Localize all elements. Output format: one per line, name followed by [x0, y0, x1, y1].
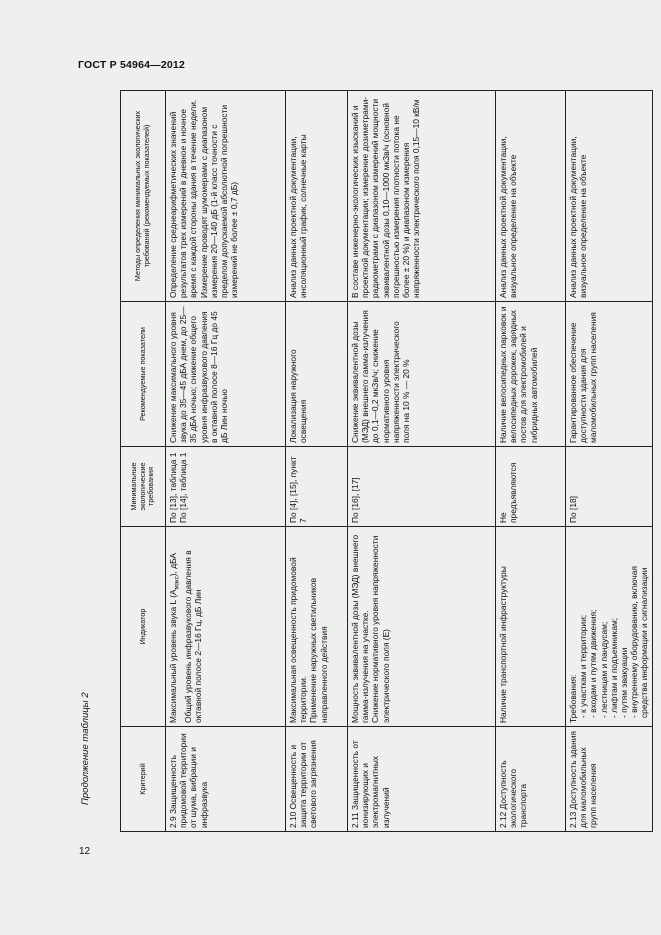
min-requirements-cell: Не предъявляются [496, 447, 566, 527]
min-requirements-cell: По [18] [566, 447, 653, 527]
indicator-title: Требования: [568, 674, 578, 723]
min-line: По [13], таблица 1 [168, 452, 178, 523]
recommended-cell: Снижение эквивалентной дозы (МЭД) внешнего гамма-излучения до 0,1—0,2 мкЗв/ч; снижение нормативного уровня напряженности электрического поля на 10 % — 20 % [348, 302, 496, 447]
list-item: - лифтам и подъемникам; [608, 617, 619, 718]
recommended-cell: Гарантированное обеспечение доступности здания для маломобильных групп населения [566, 302, 653, 447]
recommended-cell: Снижение максимального уровня звука до 35—45 дБА днем, до 25—35 дБА ночью; снижение общего уровня инфразвукового давления в октавной полосе 8—16 Гц до 45 дБ Лин ночью [166, 302, 286, 447]
table-row [286, 91, 348, 832]
min-requirements-cell: По [16], [17] [348, 447, 496, 527]
methods-cell: Определение среднеарифметических значений результатов трех измерений в дневное и ночное время с каждой стороны здания в течение недели. Измерение проводят шумомерами с диапазоном измерения 20—140 дБ (1-й класс точности с пределом допускаемой абсолютной погрешности измерений не более ± 0,7 дБ) [166, 91, 286, 302]
table-row [566, 91, 653, 832]
recommended-cell: Наличие велосипедных парковок и велосипедных дорожек, зарядных постов для электромобилей и гибридных автомобилей [496, 302, 566, 447]
requirements-list [578, 530, 649, 723]
methods-cell: В составе инженерно-экологических изысканий и проектной документации; измерение дозиметрами-радиометрами с диапазоном измерений мощности эквивалентной дозы 0,10—1000 мкЗв/ч (основной погрешностью измерения плотности потока не более ± 20 %) и диапазоном измерения напряженности электрического поля 0,15—10 кВ/м [348, 91, 496, 302]
indicator-line: Общий уровень инфразвукового давления в октавной полосе 2—16 Гц, дБ Лин [182, 550, 204, 723]
header-methods: Методы определения минимальных экологических требований (рекомендуемых показателей) [121, 91, 166, 302]
indicator-line: Применение наружных светильников направленного действия [308, 577, 329, 723]
requirements-table [120, 90, 653, 832]
indicator-line: Снижение нормативного уровня напряженности электрического поля (Е) [370, 535, 391, 723]
criterion-cell: 2.11 Защищенность от ионизирующих и электромагнитных излучений [348, 727, 496, 832]
subscript: макс [174, 576, 181, 590]
page-number: 12 [79, 846, 91, 857]
table-header-row [121, 91, 166, 832]
table-row [348, 91, 496, 832]
methods-cell: Анализ данных проектной документации, визуальное определение на объекте [496, 91, 566, 302]
recommended-cell: Локализация наружного освещения [286, 302, 348, 447]
indicator-cell [286, 527, 348, 727]
list-item: - входам и путям движения; [588, 609, 599, 718]
header-indicator: Индикатор [121, 527, 166, 727]
indicator-line: Максимальная освещенность придомовой территории. [288, 557, 309, 723]
indicator-line: Мощность эквивалентной дозы (МЭД) внешнего гамма-излучения на участке. [350, 534, 371, 723]
header-criterion: Критерий [121, 727, 166, 832]
table-continuation-label: Продолжение таблицы 2 [80, 692, 91, 805]
methods-cell: Анализ данных проектной документации, визуальное определение на объекте [566, 91, 653, 302]
criterion-cell: 2.13 Доступность здания для маломобильных групп населения [566, 727, 653, 832]
min-line: По [14], таблица 1 [178, 452, 189, 523]
indicator-cell [348, 527, 496, 727]
min-requirements-cell [166, 447, 286, 527]
rotated-table-container [120, 91, 650, 832]
standard-header: ГОСТ Р 54964—2012 [78, 59, 186, 71]
list-item: - к участкам и территории; [578, 614, 589, 718]
header-min-requirements: Минимальные экологические требования [121, 447, 166, 527]
indicator-cell: Наличие транспортной инфраструктуры [496, 527, 566, 727]
criterion-cell: 2.12 Доступность экологического транспорта [496, 727, 566, 832]
table-row [496, 91, 566, 832]
indicator-cell [166, 527, 286, 727]
table-row [166, 91, 286, 832]
criterion-cell: 2.10 Освещенность и защита территории от светового загрязнения [286, 727, 348, 832]
list-item: - лестницам и пандусам; [598, 621, 609, 718]
methods-cell: Анализ данных проектной документации, инсоляционный график, солнечные карты [286, 91, 348, 302]
min-requirements-cell: По [4], [15], пункт 7 [286, 447, 348, 527]
header-recommended: Рекомендуемые показатели [121, 302, 166, 447]
indicator-cell [566, 527, 653, 727]
criterion-cell: 2.9 Защищенность придомовой территории от шума, вибрации и инфразвука [166, 727, 286, 832]
indicator-line: Максимальный уровень звука L $(A_{макс})$, дБА [168, 553, 181, 723]
list-item: - внутреннему оборудованию, включая средства информации и сигнализации [629, 566, 650, 718]
list-item: - путям эвакуации [619, 647, 630, 718]
